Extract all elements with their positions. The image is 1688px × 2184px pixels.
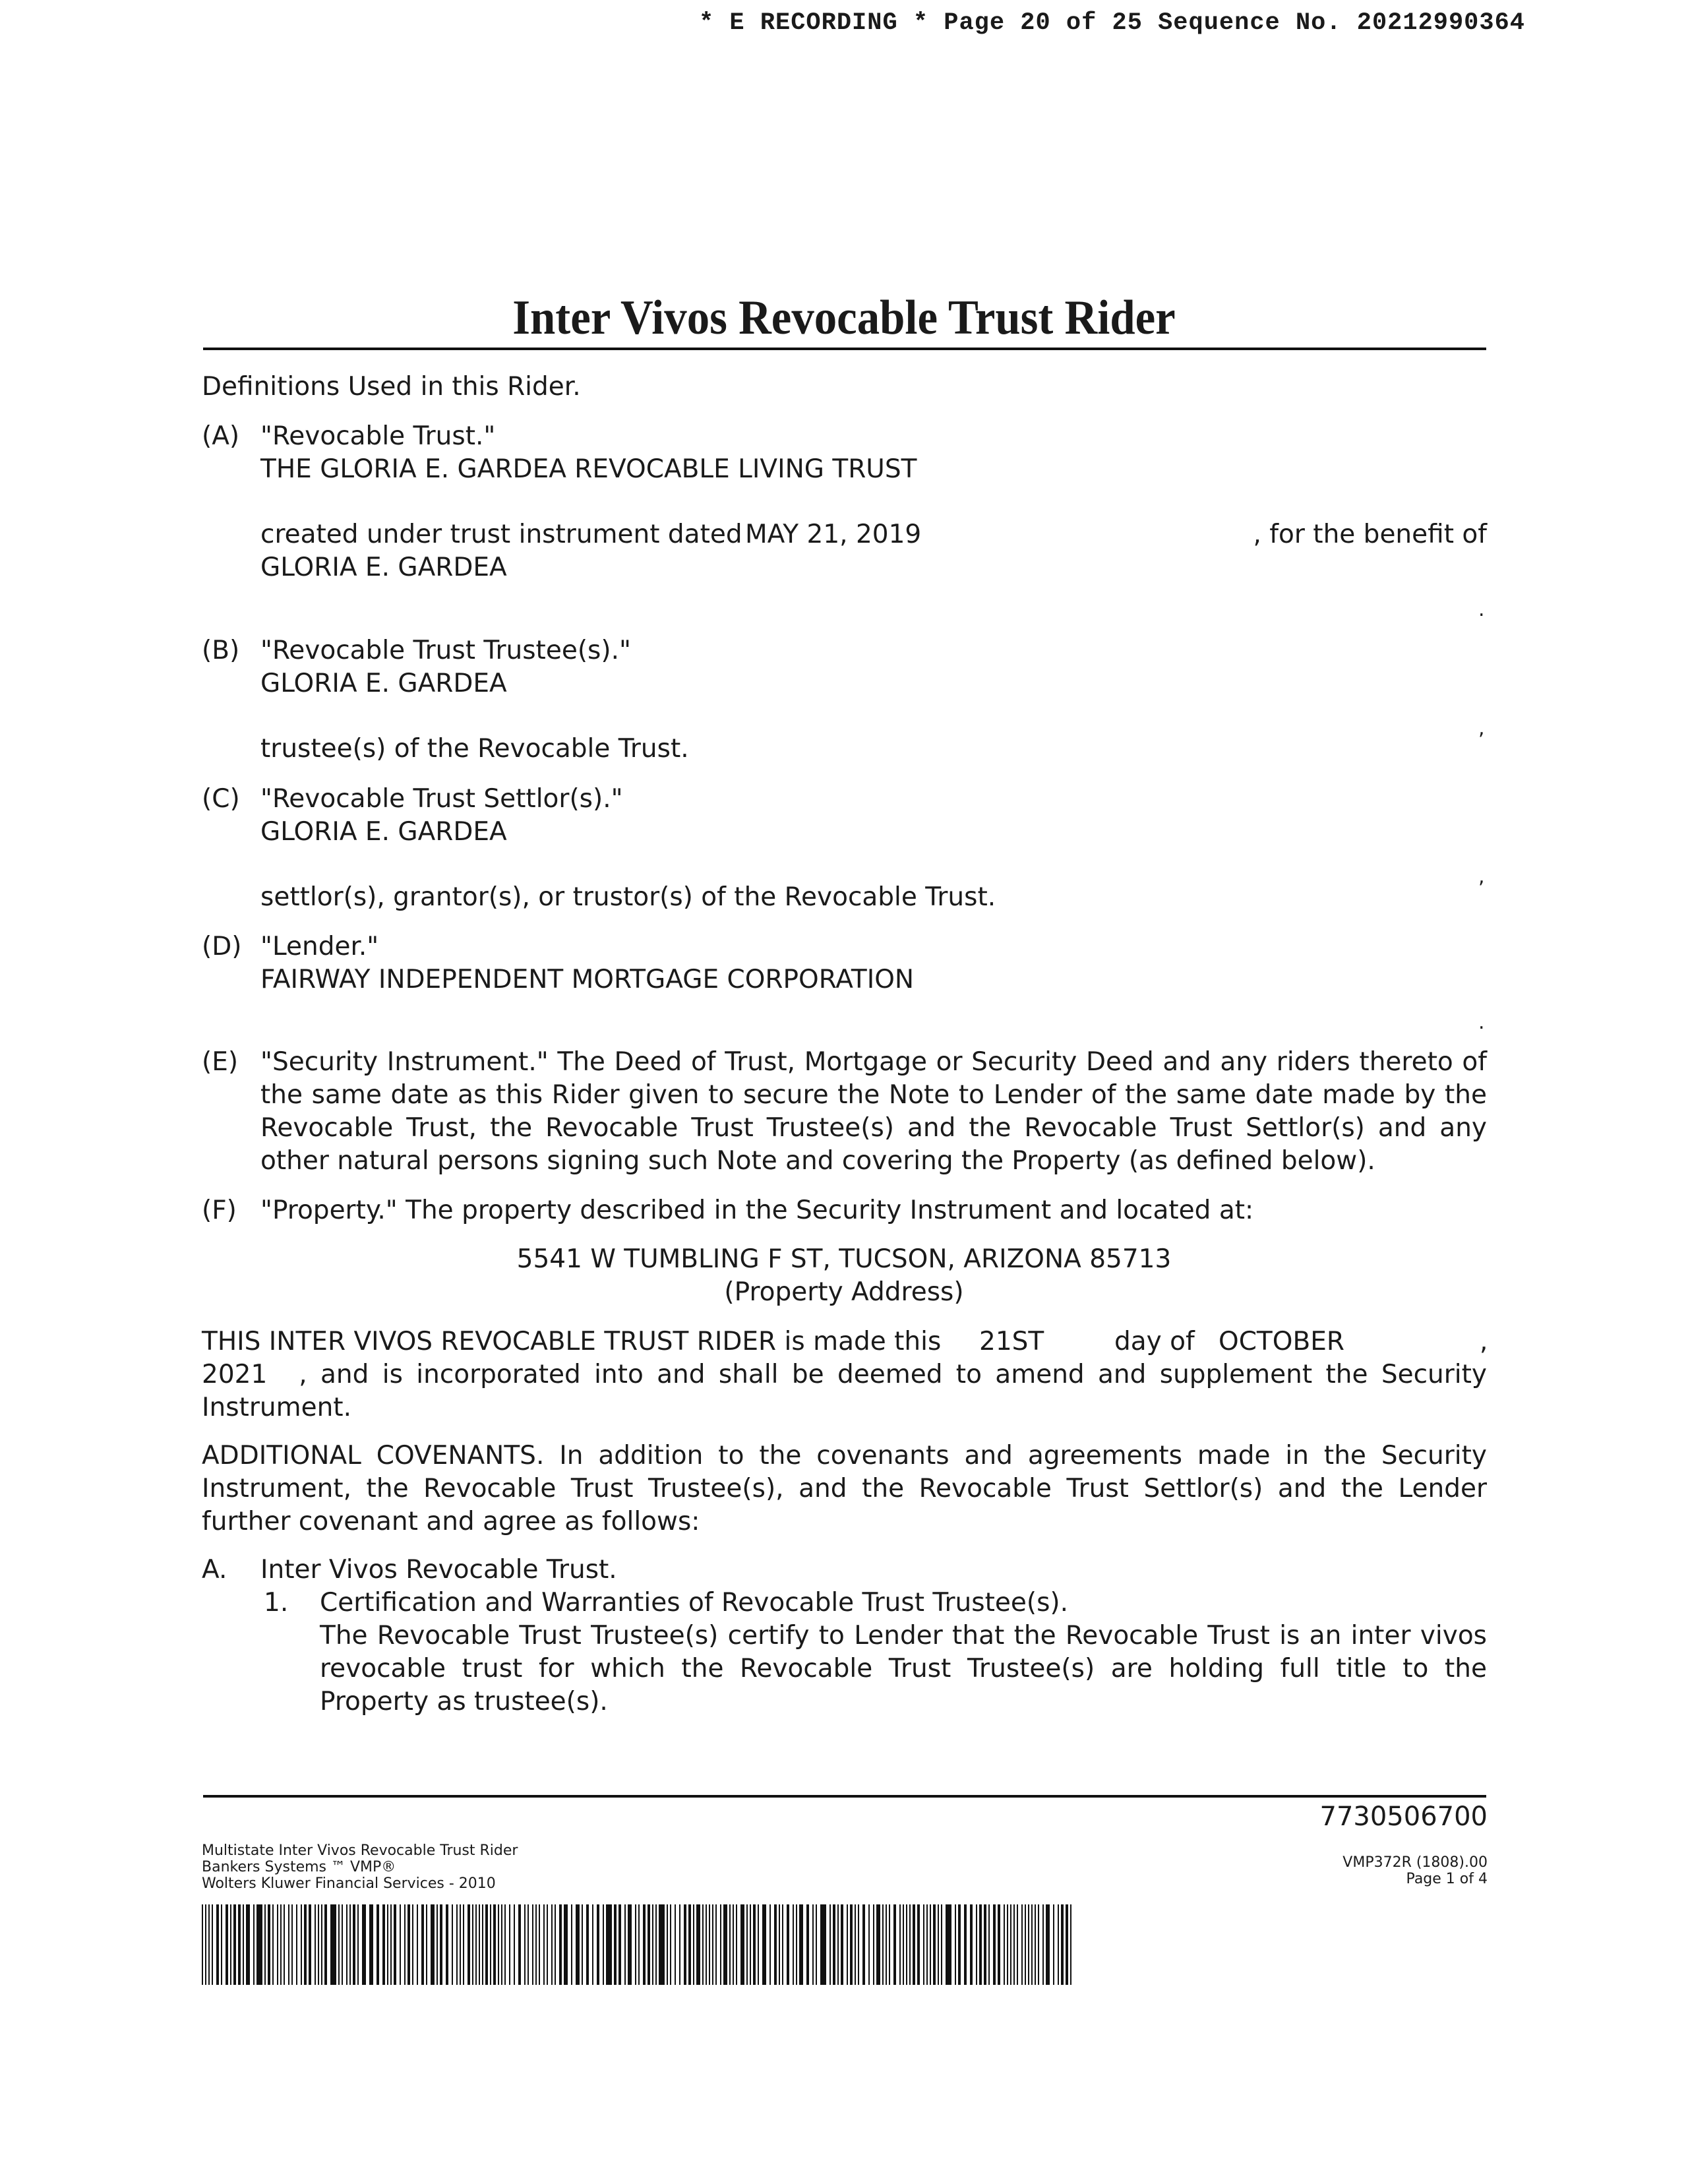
barcode-bar xyxy=(452,1904,453,1985)
barcode-bar xyxy=(535,1904,537,1985)
barcode-bar xyxy=(202,1904,203,1985)
barcode-bar xyxy=(679,1904,680,1985)
settlor-name: GLORIA E. GARDEA xyxy=(260,817,507,847)
barcode-bar xyxy=(624,1904,626,1985)
made-comma: , xyxy=(1480,1327,1488,1356)
made-month: OCTOBER xyxy=(1219,1327,1344,1356)
barcode-bar xyxy=(555,1904,556,1985)
barcode-bar xyxy=(551,1904,553,1985)
barcode-bar xyxy=(582,1904,583,1985)
barcode-bar xyxy=(643,1904,646,1985)
barcode-bar xyxy=(205,1904,206,1985)
barcode-bar xyxy=(837,1904,839,1985)
barcode-bar xyxy=(799,1904,803,1985)
form-code: VMP372R (1808).00 xyxy=(1342,1854,1488,1871)
label-f: (F) xyxy=(202,1196,237,1225)
barcode-bar xyxy=(532,1904,533,1985)
form-publisher: Wolters Kluwer Financial Services - 2010 xyxy=(202,1875,496,1892)
barcode-bar xyxy=(330,1904,336,1985)
barcode-bar xyxy=(1017,1904,1018,1985)
barcode-bar xyxy=(472,1904,473,1985)
barcode-bar xyxy=(670,1904,671,1985)
property-definition: "Property." The property described in the Security Instrument and located at: xyxy=(260,1196,1254,1225)
barcode-bar xyxy=(655,1904,657,1985)
made-year: 2021 xyxy=(202,1360,268,1389)
barcode-bar xyxy=(243,1904,244,1985)
barcode-bar xyxy=(342,1904,343,1985)
barcode-bar xyxy=(889,1904,890,1985)
barcode-bar xyxy=(1038,1904,1039,1985)
label-b: (B) xyxy=(202,636,240,665)
barcode-bar xyxy=(998,1904,1000,1985)
settlor-tail: settlor(s), grantor(s), or trustor(s) of the Revocable Trust. xyxy=(260,882,996,912)
barcode-bar xyxy=(941,1904,942,1985)
footer-rule xyxy=(203,1795,1486,1798)
label-e: (E) xyxy=(202,1047,239,1077)
barcode-bar xyxy=(256,1904,262,1985)
barcode-bar xyxy=(746,1904,748,1985)
barcode-bar xyxy=(603,1904,604,1985)
form-vendor: Bankers Systems ™ VMP® xyxy=(202,1859,396,1875)
barcode-bar xyxy=(498,1904,499,1985)
barcode-bar xyxy=(586,1904,589,1985)
barcode-bar xyxy=(264,1904,266,1985)
barcode-bar xyxy=(736,1904,737,1985)
item-1-number: 1. xyxy=(264,1588,289,1618)
barcode-bar xyxy=(338,1904,340,1985)
barcode-bar xyxy=(291,1904,293,1985)
barcode-bar xyxy=(667,1904,668,1985)
barcode-bar xyxy=(304,1904,307,1985)
term-trustees: "Revocable Trust Trustee(s)." xyxy=(260,636,631,665)
barcode-bar xyxy=(909,1904,911,1985)
barcode-bar xyxy=(1066,1904,1068,1985)
end-mark-b: , xyxy=(1478,717,1485,740)
barcode-bar xyxy=(659,1904,665,1985)
barcode-bar xyxy=(382,1904,385,1985)
trustee-tail: trustee(s) of the Revocable Trust. xyxy=(260,734,689,764)
barcode-bar xyxy=(514,1904,515,1985)
barcode-bar xyxy=(493,1904,496,1985)
barcode-bar xyxy=(782,1904,783,1985)
made-day-of: day of xyxy=(1114,1327,1195,1356)
barcode-bar xyxy=(618,1904,621,1985)
end-mark-a: . xyxy=(1478,598,1485,621)
barcode-bar xyxy=(693,1904,694,1985)
barcode-bar xyxy=(543,1904,545,1985)
definitions-heading: Definitions Used in this Rider. xyxy=(202,372,581,402)
barcode-bar xyxy=(930,1904,931,1985)
barcode-bar xyxy=(675,1904,676,1985)
barcode-bar xyxy=(321,1904,322,1985)
barcode-bar xyxy=(431,1904,435,1985)
barcode-bar xyxy=(1061,1904,1064,1985)
barcode-bar xyxy=(390,1904,392,1985)
end-mark-c: , xyxy=(1478,865,1485,888)
barcode-bar xyxy=(576,1904,580,1985)
barcode-bar xyxy=(706,1904,707,1985)
beneficiary-name: GLORIA E. GARDEA xyxy=(260,553,507,582)
barcode-bar xyxy=(357,1904,359,1985)
barcode-bar xyxy=(1046,1904,1050,1985)
barcode-bar xyxy=(926,1904,928,1985)
barcode-bar xyxy=(475,1904,477,1985)
barcode-bar xyxy=(688,1904,691,1985)
barcode-bar xyxy=(862,1904,865,1985)
title-rule xyxy=(203,348,1486,350)
term-revocable-trust: "Revocable Trust." xyxy=(260,421,496,451)
barcode-bar xyxy=(407,1904,410,1985)
barcode-bar xyxy=(906,1904,907,1985)
label-d: (D) xyxy=(202,932,242,961)
barcode-bar xyxy=(324,1904,327,1985)
barcode-bar xyxy=(958,1904,961,1985)
barcode-bar xyxy=(564,1904,568,1985)
recording-header: * E RECORDING * Page 20 of 25 Sequence No. 20212990364 xyxy=(699,9,1525,37)
barcode-bar xyxy=(467,1904,470,1985)
barcode-bar xyxy=(571,1904,572,1985)
loan-number: 7730506700 xyxy=(1319,1802,1488,1832)
barcode-bar xyxy=(774,1904,777,1985)
barcode-bar xyxy=(1028,1904,1029,1985)
barcode-bar xyxy=(296,1904,297,1985)
barcode-bar xyxy=(369,1904,373,1985)
barcode-bar xyxy=(1058,1904,1059,1985)
barcode-bar xyxy=(970,1904,973,1985)
barcode-bar xyxy=(899,1904,901,1985)
barcode-bar xyxy=(437,1904,438,1985)
barcode-bar xyxy=(855,1904,856,1985)
barcode-bar xyxy=(1035,1904,1036,1985)
barcode-bar xyxy=(873,1904,874,1985)
barcode-bar xyxy=(362,1904,366,1985)
barcode-bar xyxy=(509,1904,510,1985)
barcode-bar xyxy=(606,1904,612,1985)
barcode-bar xyxy=(547,1904,548,1985)
barcode-bar xyxy=(638,1904,640,1985)
barcode-bar xyxy=(216,1904,219,1985)
barcode-bar xyxy=(796,1904,797,1985)
created-text: created under trust instrument dated xyxy=(260,520,742,549)
made-this-body xyxy=(202,1358,1487,1424)
barcode-bar xyxy=(346,1904,347,1985)
barcode-bar xyxy=(833,1904,835,1985)
barcode-bar xyxy=(212,1904,213,1985)
barcode-bar xyxy=(793,1904,794,1985)
barcode-bar xyxy=(309,1904,311,1985)
barcode-bar xyxy=(712,1904,713,1985)
barcode-bar xyxy=(226,1904,228,1985)
barcode-bar xyxy=(277,1904,278,1985)
barcode-bar xyxy=(1013,1904,1015,1985)
barcode-bar xyxy=(230,1904,231,1985)
barcode-bar xyxy=(964,1904,967,1985)
barcode-bar xyxy=(882,1904,884,1985)
barcode-bar xyxy=(280,1904,282,1985)
barcode-bar xyxy=(652,1904,653,1985)
barcode-bar xyxy=(417,1904,418,1985)
barcode-bar xyxy=(1025,1904,1026,1985)
barcode-bar xyxy=(955,1904,956,1985)
barcode-bar xyxy=(715,1904,717,1985)
barcode xyxy=(202,1904,1075,1985)
barcode-bar xyxy=(1031,1904,1033,1985)
barcode-bar xyxy=(729,1904,731,1985)
barcode-bar xyxy=(272,1904,274,1985)
barcode-bar xyxy=(404,1904,406,1985)
barcode-bar xyxy=(412,1904,413,1985)
barcode-bar xyxy=(353,1904,355,1985)
barcode-bar xyxy=(482,1904,483,1985)
document-title: Inter Vivos Revocable Trust Rider xyxy=(512,291,1176,345)
barcode-bar xyxy=(787,1904,789,1985)
barcode-bar xyxy=(318,1904,319,1985)
barcode-bar xyxy=(886,1904,887,1985)
barcode-bar xyxy=(284,1904,285,1985)
barcode-bar xyxy=(592,1904,593,1985)
barcode-bar xyxy=(315,1904,316,1985)
barcode-bar xyxy=(463,1904,464,1985)
barcode-bar xyxy=(479,1904,480,1985)
barcode-bar xyxy=(440,1904,442,1985)
barcode-bar xyxy=(984,1904,986,1985)
form-code-block xyxy=(1342,1854,1488,1887)
end-mark-d: . xyxy=(1478,1011,1485,1034)
barcode-bar xyxy=(246,1904,250,1985)
barcode-bar xyxy=(528,1904,529,1985)
barcode-bar xyxy=(868,1904,870,1985)
barcode-bar xyxy=(446,1904,448,1985)
barcode-bar xyxy=(893,1904,896,1985)
barcode-bar xyxy=(979,1904,982,1985)
trust-name: THE GLORIA E. GARDEA REVOCABLE LIVING TRUST xyxy=(260,454,917,484)
barcode-bar xyxy=(559,1904,562,1985)
barcode-bar xyxy=(456,1904,458,1985)
term-settlors: "Revocable Trust Settlor(s)." xyxy=(260,784,623,814)
form-name: Multistate Inter Vivos Revocable Trust Rider xyxy=(202,1842,518,1859)
page-number: Page 1 of 4 xyxy=(1406,1871,1488,1887)
barcode-bar xyxy=(349,1904,351,1985)
barcode-bar xyxy=(501,1904,502,1985)
security-instrument-definition: "Security Instrument." The Deed of Trust, Mortgage or Security Deed and any riders thereto of the same date as this Rider given to secure the Note to Lender of the same date made by the Revocable Trust, the Revocable Trust Trustee(s) and the Revocable Trust Settlor(s) and any other natural persons signing such Note and covering the Property (as defined below). xyxy=(260,1047,1487,1176)
barcode-bar xyxy=(684,1904,686,1985)
barcode-bar xyxy=(946,1904,951,1985)
barcode-bar xyxy=(750,1904,751,1985)
barcode-bar xyxy=(702,1904,704,1985)
made-this-prefix: THIS INTER VIVOS REVOCABLE TRUST RIDER is made this xyxy=(202,1327,942,1356)
barcode-bar xyxy=(841,1904,843,1985)
barcode-bar xyxy=(1021,1904,1023,1985)
benefit-text: , for the benefit of xyxy=(1253,520,1487,549)
made-day: 21ST xyxy=(979,1327,1044,1356)
barcode-bar xyxy=(635,1904,636,1985)
label-c: (C) xyxy=(202,784,240,814)
section-a-label: A. xyxy=(202,1555,227,1585)
barcode-bar xyxy=(597,1904,599,1985)
barcode-bar xyxy=(829,1904,831,1985)
barcode-bar xyxy=(377,1904,379,1985)
barcode-bar xyxy=(740,1904,744,1985)
barcode-bar xyxy=(238,1904,241,1985)
barcode-bar xyxy=(917,1904,920,1985)
barcode-bar xyxy=(221,1904,222,1985)
barcode-bar xyxy=(903,1904,904,1985)
property-address-caption: (Property Address) xyxy=(724,1277,964,1307)
barcode-bar xyxy=(816,1904,817,1985)
barcode-bar xyxy=(720,1904,721,1985)
barcode-bar xyxy=(1070,1904,1071,1985)
barcode-bar xyxy=(858,1904,859,1985)
barcode-bar xyxy=(1010,1904,1011,1985)
barcode-bar xyxy=(850,1904,853,1985)
barcode-bar xyxy=(400,1904,401,1985)
barcode-bar xyxy=(1042,1904,1044,1985)
barcode-bar xyxy=(268,1904,270,1985)
trust-date: MAY 21, 2019 xyxy=(745,520,922,549)
barcode-bar xyxy=(524,1904,526,1985)
label-a: (A) xyxy=(202,421,240,451)
barcode-bar xyxy=(696,1904,700,1985)
barcode-bar xyxy=(806,1904,809,1985)
barcode-bar xyxy=(233,1904,236,1985)
barcode-bar xyxy=(288,1904,289,1985)
barcode-bar xyxy=(614,1904,617,1985)
barcode-bar xyxy=(485,1904,488,1985)
barcode-bar xyxy=(490,1904,491,1985)
barcode-bar xyxy=(812,1904,814,1985)
lender-name: FAIRWAY INDEPENDENT MORTGAGE CORPORATION xyxy=(260,965,915,994)
item-1-heading: Certification and Warranties of Revocable Trust Trustee(s). xyxy=(320,1588,1068,1618)
barcode-bar xyxy=(709,1904,710,1985)
barcode-bar xyxy=(779,1904,780,1985)
barcode-bar xyxy=(1053,1904,1054,1985)
barcode-bar xyxy=(253,1904,255,1985)
barcode-bar xyxy=(847,1904,848,1985)
barcode-bar xyxy=(421,1904,424,1985)
barcode-bar xyxy=(753,1904,756,1985)
barcode-bar xyxy=(723,1904,727,1985)
barcode-bar xyxy=(988,1904,990,1985)
barcode-bar xyxy=(923,1904,924,1985)
section-a-heading: Inter Vivos Revocable Trust. xyxy=(260,1555,617,1585)
barcode-bar xyxy=(762,1904,766,1985)
trustee-name: GLORIA E. GARDEA xyxy=(260,669,507,698)
barcode-bar xyxy=(387,1904,388,1985)
barcode-bar xyxy=(208,1904,210,1985)
term-lender: "Lender." xyxy=(260,932,379,961)
barcode-bar xyxy=(628,1904,632,1985)
barcode-bar xyxy=(1004,1904,1005,1985)
item-1-text: The Revocable Trust Trustee(s) certify to Lender that the Revocable Trust is an inter vivos revocable trust for which the Revocable Trust Trustee(s) are holding full title to the Property as trustee(s). xyxy=(320,1621,1487,1716)
barcode-bar xyxy=(518,1904,521,1985)
barcode-bar xyxy=(876,1904,880,1985)
barcode-bar xyxy=(733,1904,734,1985)
barcode-bar xyxy=(820,1904,826,1985)
barcode-bar xyxy=(394,1904,396,1985)
barcode-bar xyxy=(993,1904,996,1985)
barcode-bar xyxy=(976,1904,977,1985)
barcode-bar xyxy=(504,1904,506,1985)
made-rest: , and is incorporated into and shall be deemed to amend and supplement the Security Instrument. xyxy=(202,1360,1487,1422)
barcode-bar xyxy=(933,1904,936,1985)
barcode-bar xyxy=(301,1904,302,1985)
barcode-bar xyxy=(938,1904,939,1985)
barcode-bar xyxy=(913,1904,915,1985)
barcode-bar xyxy=(460,1904,461,1985)
property-address: 5541 W TUMBLING F ST, TUCSON, ARIZONA 85713 xyxy=(516,1244,1172,1274)
barcode-bar xyxy=(648,1904,650,1985)
additional-covenants: ADDITIONAL COVENANTS. In addition to the covenants and agreements made in the Security Instrument, the Revocable Trust Trustee(s), and the Revocable Trust Settlor(s) and the Lender further covenant and agree as follows: xyxy=(202,1441,1487,1536)
barcode-bar xyxy=(769,1904,771,1985)
barcode-bar xyxy=(1007,1904,1008,1985)
barcode-bar xyxy=(426,1904,427,1985)
barcode-bar xyxy=(539,1904,540,1985)
barcode-bar xyxy=(758,1904,759,1985)
